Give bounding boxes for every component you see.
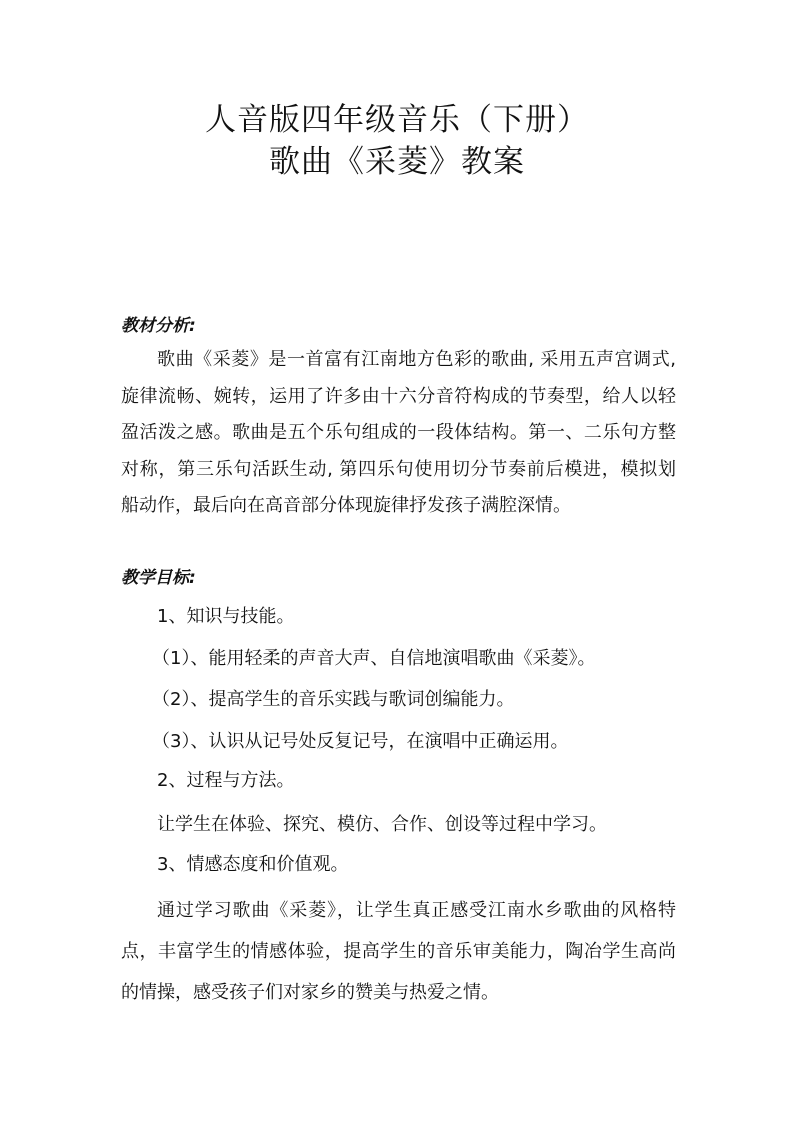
- analysis-line: 歌曲《采菱》是一首富有江南地方色彩的歌曲, 采用五声宫调式,: [157, 349, 676, 370]
- goal-item: （2）、提高学生的音乐实践与歌词创编能力。: [152, 689, 515, 710]
- analysis-line: 对称，第三乐句活跃生动, 第四乐句使用切分节奏前后模进，模拟划: [121, 458, 676, 480]
- goal-item: 2、过程与方法。: [157, 770, 295, 791]
- analysis-heading: 教材分析:: [121, 316, 196, 336]
- closing-line: 通过学习歌曲《采菱》，让学生真正感受江南水乡歌曲的风格特: [157, 900, 676, 921]
- analysis-line: 盈活泼之感。歌曲是五个乐句组成的一段体结构。第一、二乐句方整: [121, 422, 676, 444]
- goal-item: 3、情感态度和价值观。: [157, 854, 349, 875]
- goal-item: （3）、认识从记号处反复记号，在演唱中正确运用。: [152, 731, 569, 752]
- document-subtitle: 歌曲《采菱》教案: [269, 144, 525, 180]
- analysis-line: 船动作，最后向在高音部分体现旋律抒发孩子满腔深情。: [121, 495, 571, 517]
- goals-closing-paragraph: [121, 890, 676, 1013]
- analysis-paragraph: [121, 342, 676, 525]
- document-title: 人音版四年级音乐（下册）: [205, 102, 589, 138]
- analysis-line: 旋律流畅、婉转，运用了许多由十六分音符构成的节奏型，给人以轻: [121, 385, 676, 407]
- goal-item: 1、知识与技能。: [157, 606, 295, 627]
- goal-item: （1）、能用轻柔的声音大声、自信地演唱歌曲《采菱》。: [152, 648, 596, 669]
- closing-line: 的情操，感受孩子们对家乡的赞美与热爱之情。: [121, 982, 499, 1003]
- closing-line: 点，丰富学生的情感体验，提高学生的音乐审美能力，陶冶学生高尚: [121, 941, 676, 962]
- goal-item: 让学生在体验、探究、模仿、合作、创设等过程中学习。: [157, 814, 607, 835]
- goals-heading: 教学目标:: [121, 568, 196, 588]
